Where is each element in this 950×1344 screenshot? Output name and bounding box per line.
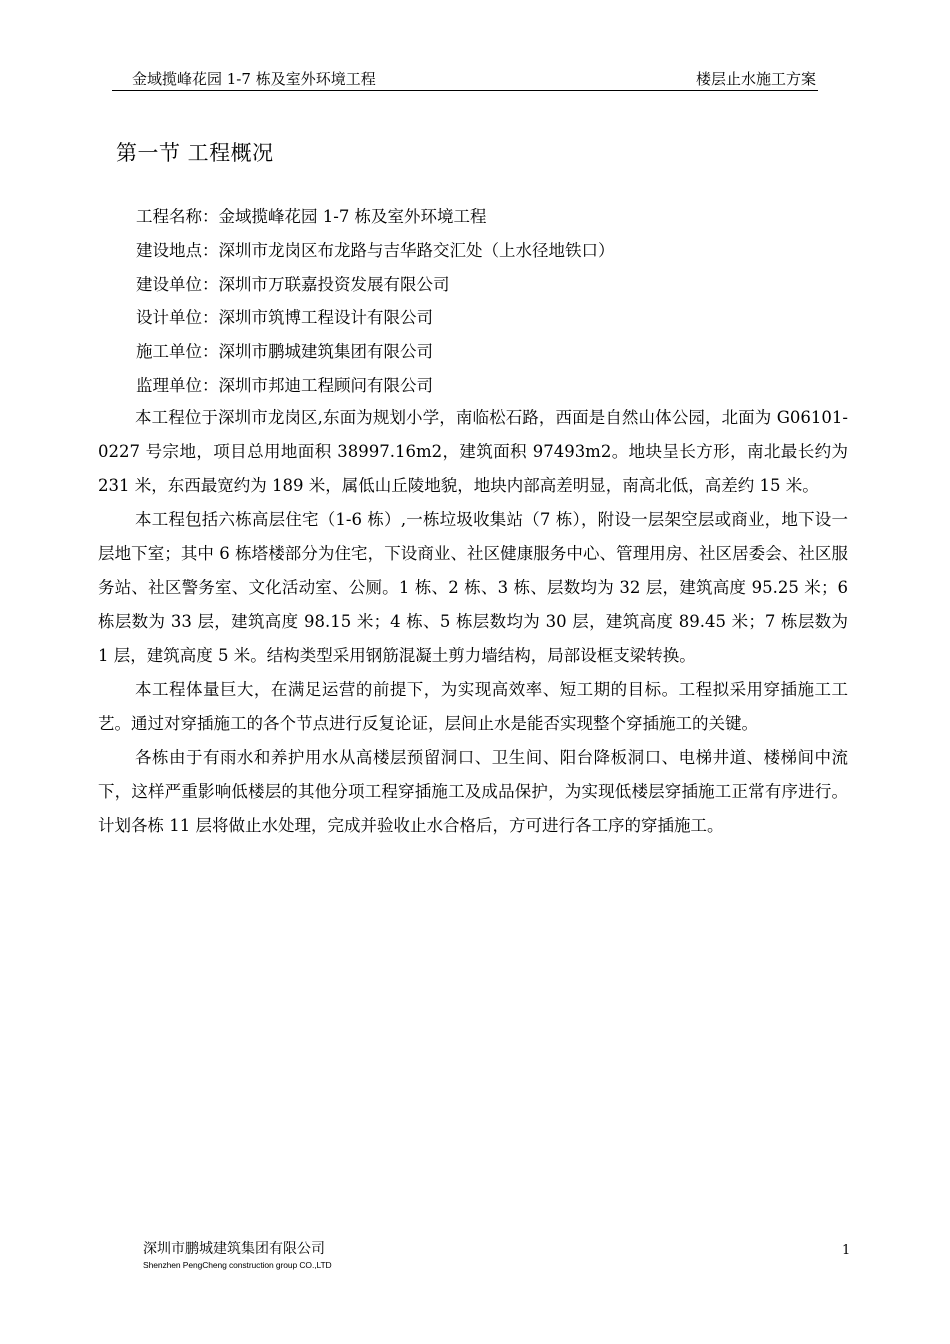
footer-company-english: Shenzhen PengCheng construction group CO.,LTD xyxy=(143,1260,332,1270)
header-document-title: 楼层止水施工方案 xyxy=(695,70,816,88)
info-project-name: 工程名称：金域揽峰花园 1-7 栋及室外环境工程 xyxy=(136,207,487,226)
section-title: 第一节 工程概况 xyxy=(116,141,274,165)
info-construction-site: 建设地点：深圳市龙岗区布龙路与吉华路交汇处（上水径地铁口） xyxy=(136,240,615,260)
paragraph-location: 本工程位于深圳市龙岗区,东面为规划小学，南临松石路，西面是自然山体公园，北面为 G06101-0227 号宗地，项目总用地面积 38997.16m2，建筑面积 97493m2。地块呈长方形，南北最长约为 231 米，东西最宽约为 189 米，属低山丘陵地貌，地块内部高差明显，南高北低，高差约 15 米。 xyxy=(98,408,848,495)
info-designer: 设计单位：深圳市筑博工程设计有限公司 xyxy=(136,308,433,328)
info-contractor: 施工单位：深圳市鹏城建筑集团有限公司 xyxy=(136,342,433,362)
page-header xyxy=(112,68,818,91)
info-owner: 建设单位：深圳市万联嘉投资发展有限公司 xyxy=(136,274,450,294)
page-number: 1 xyxy=(842,1243,851,1258)
footer-company-name: 深圳市鹏城建筑集团有限公司 xyxy=(143,1241,325,1257)
project-info-list xyxy=(136,200,848,403)
paragraph-method: 本工程体量巨大，在满足运营的前提下，为实现高效率、短工期的目标。工程拟采用穿插施工工艺。通过对穿插施工的各个节点进行反复论证，层间止水是能否实现整个穿插施工的关键。 xyxy=(98,680,848,733)
paragraph-buildings: 本工程包括六栋高层住宅（1-6 栋）,一栋垃圾收集站（7 栋），附设一层架空层或商业，地下设一层地下室；其中 6 栋塔楼部分为住宅，下设商业、社区健康服务中心、管理用房、社区居委会、社区服务站、社区警务室、文化活动室、公厕。1 栋、2 栋、3 栋、层数均为 32 层，建筑高度 95.25 米；6 栋层数为 33 层，建筑高度 98.15 米；4 栋、5 栋层数均为 30 层，建筑高度 89.45 米；7 栋层数为 1 层，建筑高度 5 米。结构类型采用钢筋混凝土剪力墙结构，局部设框支梁转换。 xyxy=(98,510,848,665)
body-text xyxy=(98,401,848,843)
header-project-name: 金域揽峰花园 1-7 栋及室外环境工程 xyxy=(132,70,376,88)
paragraph-waterproofing: 各栋由于有雨水和养护用水从高楼层预留洞口、卫生间、阳台降板洞口、电梯井道、楼梯间中流下，这样严重影响低楼层的其他分项工程穿插施工及成品保护，为实现低楼层穿插施工正常有序进行。计划各栋 11 层将做止水处理，完成并验收止水合格后，方可进行各工序的穿插施工。 xyxy=(98,748,848,835)
info-supervisor: 监理单位：深圳市邦迪工程顾问有限公司 xyxy=(136,375,433,395)
